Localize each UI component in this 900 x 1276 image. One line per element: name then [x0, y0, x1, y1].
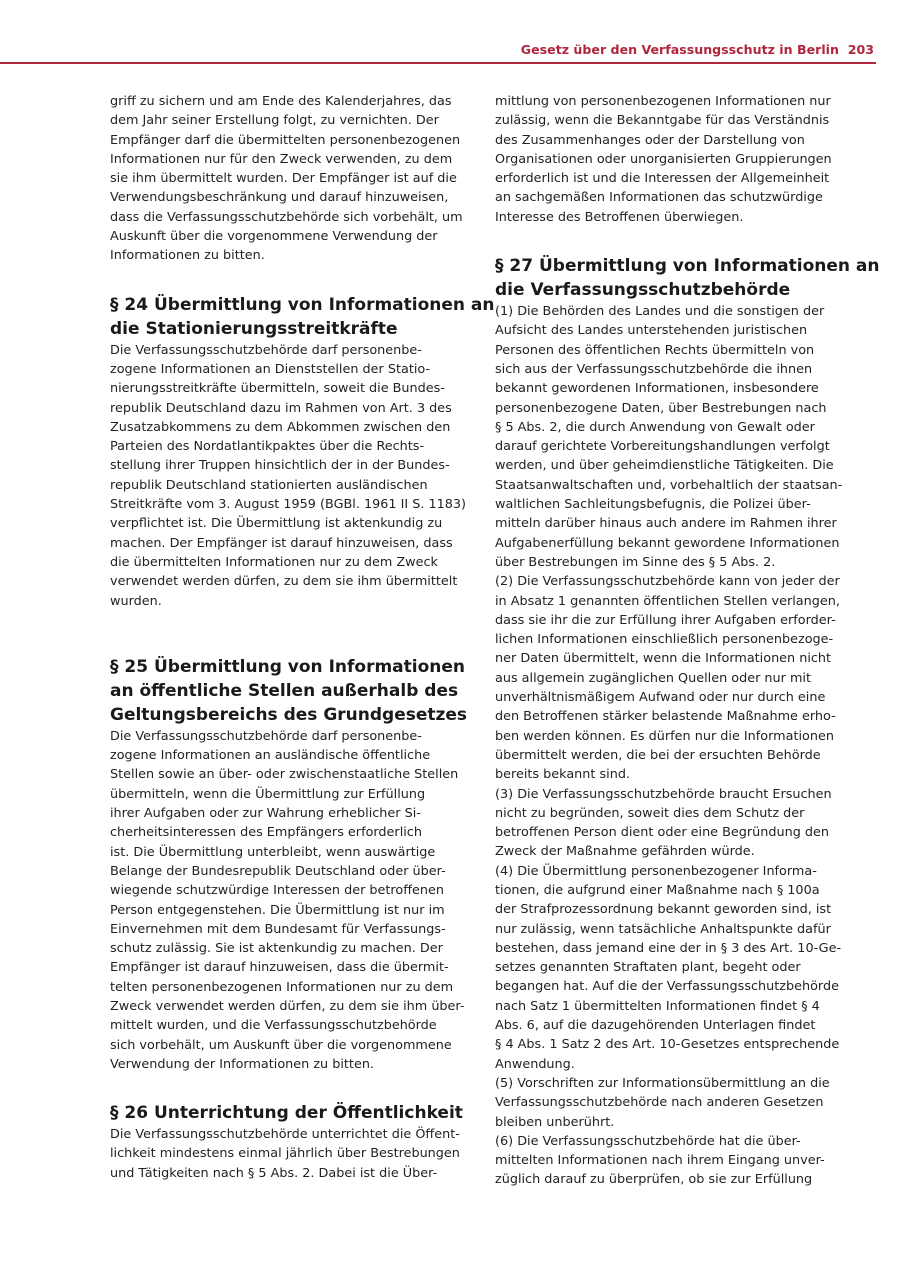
text-line: erforderlich ist und die Interessen der Allgemeinheit	[495, 171, 830, 187]
text-line: übermitteln, wenn die Übermittlung zur Erfüllung	[110, 786, 426, 802]
text-line: dem Jahr seiner Erstellung folgt, zu vernichten. Der	[110, 113, 439, 129]
text-line: Personen des öffentlichen Rechts übermitteln von	[495, 342, 815, 358]
text-line: zulässig, wenn die Bekanntgabe für das Verständnis	[495, 113, 830, 129]
text-line: Zusatzabkommens zu dem Abkommen zwischen den	[110, 419, 451, 435]
text-line: darauf gerichtete Vorbereitungshandlungen verfolgt	[495, 439, 830, 455]
text-line: (1) Die Behörden des Landes und die sonstigen der	[495, 304, 825, 320]
text-line: an sachgemäßen Informationen das schutzwürdige	[495, 190, 823, 206]
text-line: dass sie ihr die zur Erfüllung ihrer Aufgaben erforder-	[495, 612, 836, 628]
text-line: mitteln darüber hinaus auch andere im Rahmen ihrer	[495, 516, 837, 532]
text-line: nicht zu begründen, soweit dies dem Schutz der	[495, 805, 805, 821]
text-line: Zweck verwendet werden dürfen, zu dem sie ihm über-	[110, 998, 465, 1014]
text-line: wiegende schutzwürdige Interessen der betroffenen	[110, 883, 445, 899]
section-24	[110, 293, 495, 611]
text-line: Die Verfassungsschutzbehörde darf personenbe-	[110, 728, 422, 744]
text-line: begangen hat. Auf die der Verfassungsschutzbehörde	[495, 979, 839, 995]
text-line: Person entgegenstehen. Die Übermittlung ist nur im	[110, 902, 445, 918]
text-line: zogene Informationen an ausländische öffentliche	[110, 748, 431, 764]
text-line: Verwendung der Informationen zu bitten.	[110, 1056, 374, 1072]
text-line: Interesse des Betroffenen überwiegen.	[495, 209, 744, 225]
text-line: bestehen, dass jemand eine der in § 3 des Art. 10-Ge-	[495, 940, 842, 956]
continuation-paragraph	[495, 92, 845, 227]
text-line: mittelt wurden, und die Verfassungsschutzbehörde	[110, 1018, 437, 1034]
text-line: personenbezogene Daten, über Bestrebungen nach	[495, 400, 827, 416]
text-line: Aufgabenerfüllung bekannt gewordene Informationen	[495, 535, 840, 551]
text-line: Empfänger darf die übermittelten personenbezogenen	[110, 132, 461, 148]
text-line: Auskunft über die vorgenommene Verwendung der	[110, 229, 438, 245]
page-number: 203	[847, 42, 874, 57]
text-line: Die Verfassungsschutzbehörde darf personenbe-	[110, 342, 422, 358]
text-line: Abs. 6, auf die dazugehörenden Unterlagen findet	[495, 1018, 816, 1034]
text-line: die übermittelten Informationen nur zu dem Zweck	[110, 554, 438, 570]
text-line: wurden.	[110, 593, 162, 609]
text-line: Stellen sowie an über- oder zwischenstaatliche Stellen	[110, 767, 459, 783]
heading-line: § 24 Übermittlung von Informationen an	[110, 294, 495, 315]
text-line: ihrer Aufgaben oder zur Wahrung erheblicher Si-	[110, 806, 421, 822]
text-line: stellung ihrer Truppen hinsichtlich der in der Bundes-	[110, 458, 450, 474]
section-25-heading	[110, 655, 468, 727]
text-line: betroffenen Person dient oder eine Begründung den	[495, 825, 830, 841]
text-line: Anwendung.	[495, 1056, 575, 1072]
text-line: Die Verfassungsschutzbehörde unterrichtet die Öffent-	[110, 1127, 460, 1143]
text-line: nierungsstreitkräfte übermitteln, soweit die Bundes-	[110, 381, 445, 397]
section-27-body	[495, 302, 845, 1190]
text-line: bekannt gewordenen Informationen, insbesondere	[495, 381, 819, 397]
text-line: Zweck der Maßnahme gefährden würde.	[495, 844, 755, 860]
text-line: in Absatz 1 genannten öffentlichen Stellen verlangen,	[495, 593, 840, 609]
text-line: nur zulässig, wenn tatsächliche Anhaltspunkte dafür	[495, 921, 831, 937]
text-line: waltlichen Sachleitungsbefugnis, die Polizei über-	[495, 497, 811, 513]
text-line: Informationen nur für den Zweck verwenden, zu dem	[110, 151, 453, 167]
text-line: Informationen zu bitten.	[110, 248, 265, 264]
text-line: (4) Die Übermittlung personenbezogener Informa-	[495, 863, 817, 879]
text-line: züglich darauf zu überprüfen, ob sie zur Erfüllung	[495, 1172, 813, 1188]
text-line: machen. Der Empfänger ist darauf hinzuweisen, dass	[110, 535, 453, 551]
section-26-heading	[110, 1101, 463, 1125]
text-line: cherheitsinteressen des Empfängers erforderlich	[110, 825, 422, 841]
right-column	[495, 92, 880, 1190]
text-line: den Betroffenen stärker belastende Maßnahme erho-	[495, 709, 836, 725]
text-line: lichkeit mindestens einmal jährlich über Bestrebungen	[110, 1146, 460, 1162]
text-line: tionen, die aufgrund einer Maßnahme nach § 100a	[495, 882, 820, 898]
text-line: (5) Vorschriften zur Informationsübermittlung an die	[495, 1075, 830, 1091]
text-line: Einvernehmen mit dem Bundesamt für Verfassungs-	[110, 921, 446, 937]
heading-line: die Verfassungsschutzbehörde	[495, 280, 791, 301]
section-27-heading	[495, 254, 880, 302]
heading-line: § 26 Unterrichtung der Öffentlichkeit	[110, 1103, 463, 1124]
text-line: der Strafprozessordnung bekannt geworden sind, ist	[495, 902, 832, 918]
text-line: (2) Die Verfassungsschutzbehörde kann von jeder der	[495, 574, 840, 590]
text-line: zogene Informationen an Dienststellen der Statio-	[110, 361, 431, 377]
heading-line: Geltungsbereichs des Grundgesetzes	[110, 704, 468, 725]
text-line: Belange der Bundesrepublik Deutschland oder über-	[110, 863, 446, 879]
text-line: mittlung von personenbezogenen Informationen nur	[495, 94, 831, 109]
text-line: Organisationen oder unorganisierten Gruppierungen	[495, 151, 832, 167]
header-rule	[0, 62, 876, 64]
heading-line: § 25 Übermittlung von Informationen	[110, 656, 466, 677]
text-line: lichen Informationen einschließlich personenbezoge-	[495, 632, 834, 648]
text-line: Streitkräfte vom 3. August 1959 (BGBl. 1961 II S. 1183)	[110, 497, 467, 513]
heading-line: die Stationierungsstreitkräfte	[110, 318, 398, 339]
left-column	[110, 92, 495, 1183]
text-line: ben werden können. Es dürfen nur die Informationen	[495, 728, 834, 744]
text-line: Verwendungsbeschränkung und darauf hinzuweisen,	[110, 190, 449, 206]
running-head	[521, 42, 874, 57]
text-line: verwendet werden dürfen, zu dem sie ihm übermittelt	[110, 574, 458, 590]
running-head-title: Gesetz über den Verfassungsschutz in Berlin	[520, 42, 839, 57]
text-line: übermittelt werden, die bei der ersuchten Behörde	[495, 747, 821, 763]
text-line: sich vorbehält, um Auskunft über die vorgenommene	[110, 1037, 452, 1053]
intro-paragraph	[110, 92, 463, 266]
text-line: des Zusammenhanges oder der Darstellung von	[495, 132, 805, 148]
text-line: werden, und über geheimdienstliche Tätigkeiten. Die	[495, 458, 834, 474]
text-line: sich aus der Verfassungsschutzbehörde die ihnen	[495, 361, 813, 377]
text-line: aus allgemein zugänglichen Quellen oder nur mit	[495, 670, 812, 686]
text-line: Empfänger ist darauf hinzuweisen, dass die übermit-	[110, 960, 449, 976]
text-line: über Bestrebungen im Sinne des § 5 Abs. 2.	[495, 554, 776, 570]
text-line: bereits bekannt sind.	[495, 767, 631, 783]
text-line: mittelten Informationen nach ihrem Eingang unver-	[495, 1153, 825, 1169]
text-line: dass die Verfassungsschutzbehörde sich vorbehält, um	[110, 209, 463, 225]
text-line: Staatsanwaltschaften und, vorbehaltlich der staatsan-	[495, 477, 843, 493]
text-line: unverhältnismäßigem Aufwand oder nur durch eine	[495, 690, 826, 706]
text-line: § 5 Abs. 2, die durch Anwendung von Gewalt oder	[495, 419, 815, 435]
section-25-body	[110, 727, 465, 1074]
section-26-body	[110, 1125, 460, 1183]
text-line: und Tätigkeiten nach § 5 Abs. 2. Dabei ist die Über-	[110, 1165, 438, 1181]
heading-line: § 27 Übermittlung von Informationen an	[495, 256, 880, 277]
text-line: § 4 Abs. 1 Satz 2 des Art. 10-Gesetzes entsprechende	[495, 1037, 840, 1053]
text-line: verpflichtet ist. Die Übermittlung ist aktenkundig zu	[110, 516, 443, 532]
section-27	[495, 254, 880, 1190]
text-line: republik Deutschland dazu im Rahmen von Art. 3 des	[110, 400, 452, 416]
text-line: republik Deutschland stationierten ausländischen	[110, 477, 428, 493]
text-line: (6) Die Verfassungsschutzbehörde hat die über-	[495, 1133, 801, 1149]
text-line: telten personenbezogenen Informationen nur zu dem	[110, 979, 454, 995]
text-line: setzes genannten Straftaten plant, begeht oder	[495, 960, 801, 976]
text-line: griff zu sichern und am Ende des Kalenderjahres, das	[110, 94, 452, 109]
text-line: Aufsicht des Landes unterstehenden juristischen	[495, 323, 808, 339]
text-line: bleiben unberührt.	[495, 1114, 615, 1130]
text-line: schutz zulässig. Sie ist aktenkundig zu machen. Der	[110, 941, 443, 957]
heading-line: an öffentliche Stellen außerhalb des	[110, 680, 459, 701]
section-25	[110, 655, 468, 1074]
text-line: sie ihm übermittelt wurden. Der Empfänger ist auf die	[110, 171, 457, 187]
text-line: ner Daten übermittelt, wenn die Informationen nicht	[495, 651, 832, 667]
section-24-body	[110, 341, 467, 611]
section-24-heading	[110, 293, 495, 341]
text-line: nach Satz 1 übermittelten Informationen findet § 4	[495, 998, 820, 1014]
section-26	[110, 1101, 463, 1183]
text-line: Verfassungsschutzbehörde nach anderen Gesetzen	[495, 1095, 824, 1111]
text-line: ist. Die Übermittlung unterbleibt, wenn auswärtige	[110, 844, 436, 860]
text-line: Parteien des Nordatlantikpaktes über die Rechts-	[110, 439, 425, 455]
text-line: (3) Die Verfassungsschutzbehörde braucht Ersuchen	[495, 786, 832, 802]
